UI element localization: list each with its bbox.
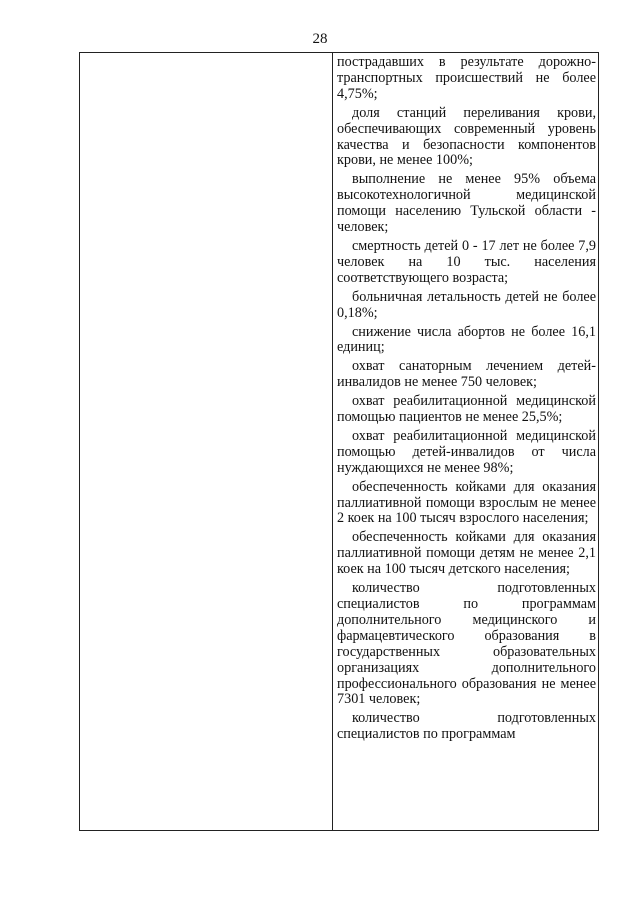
paragraph: больничная летальность детей не более 0,18%; (337, 288, 596, 321)
paragraph: количество подготовленных специалистов по программам (337, 710, 596, 743)
paragraph: количество подготовленных специалистов по программам дополнительного медицинского и фармацевтического образования в государственных образовательных организациях дополнительного профессионального образования не менее 7301 человек; (337, 580, 596, 708)
paragraph: охват реабилитационной медицинской помощью пациентов не менее 25,5%; (337, 393, 596, 426)
paragraph: доля станций переливания крови, обеспечивающих современный уровень качества и безопасности компонентов крови, не менее 100%; (337, 104, 596, 169)
paragraph: охват санаторным лечением детей-инвалидов не менее 750 человек; (337, 358, 596, 391)
document-table (79, 52, 599, 831)
paragraph: смертность детей 0 - 17 лет не более 7,9 человек на 10 тыс. населения соответствующего возраста; (337, 237, 596, 286)
column-divider (332, 53, 333, 830)
page-number: 28 (312, 31, 328, 47)
paragraph: обеспеченность койками для оказания паллиативной помощи детям не менее 2,1 коек на 100 тысяч детского населения; (337, 529, 596, 578)
paragraph: снижение числа абортов не более 16,1 единиц; (337, 323, 596, 356)
paragraph: выполнение не менее 95% объема высокотехнологичной медицинской помощи населению Тульской области - человек; (337, 171, 596, 236)
table-right-cell (337, 55, 596, 743)
paragraph: охват реабилитационной медицинской помощью детей-инвалидов от числа нуждающихся не менее 98%; (337, 427, 596, 476)
paragraph: обеспеченность койками для оказания паллиативной помощи взрослым не менее 2 коек на 100 тысяч взрослого населения; (337, 478, 596, 527)
table-left-cell (80, 53, 332, 830)
paragraph: пострадавших в результате дорожно-транспортных происшествий не более 4,75%; (337, 54, 596, 102)
